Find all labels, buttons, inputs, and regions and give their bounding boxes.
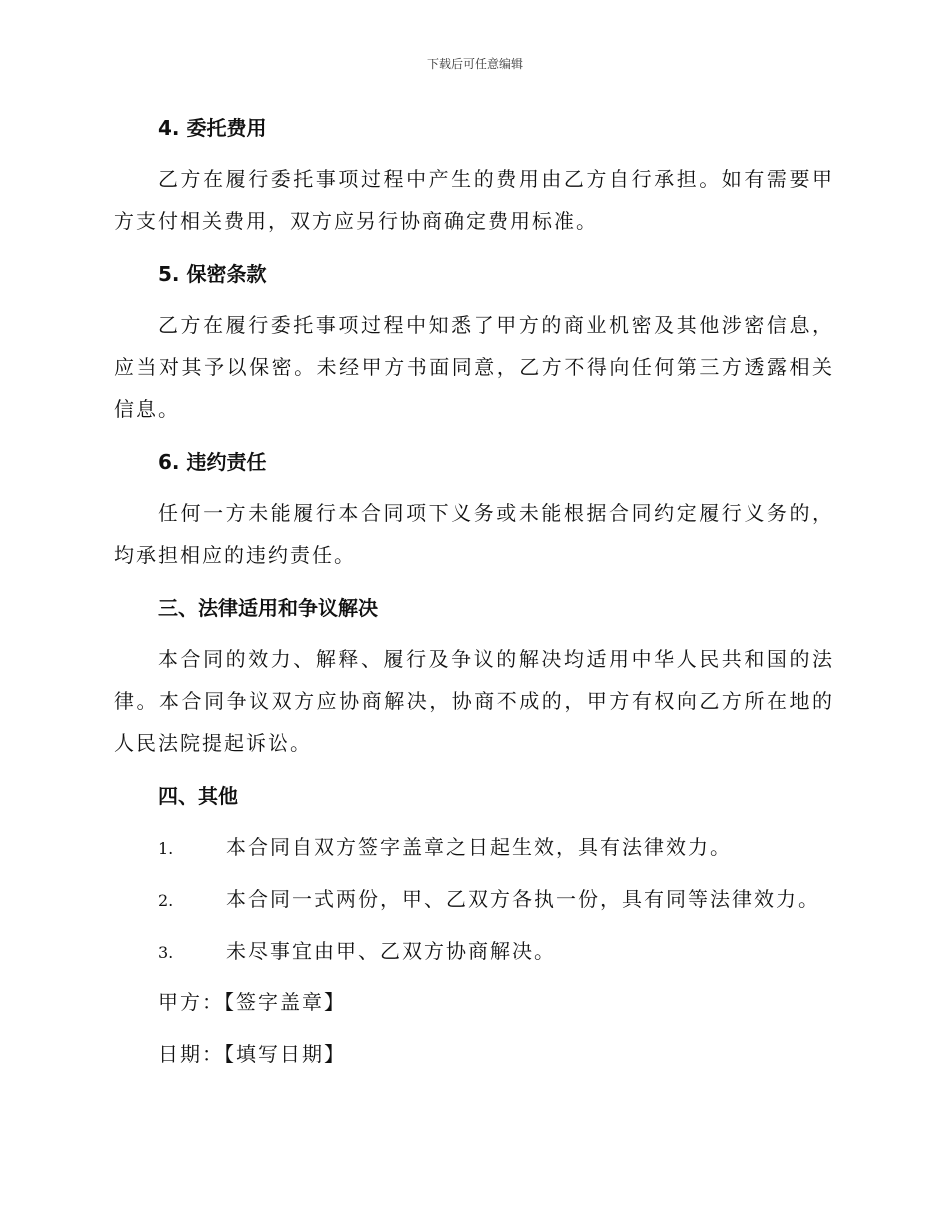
section-body-fees: 乙方在履行委托事项过程中产生的费用由乙方自行承担。如有需要甲方支付相关费用，双方应另行协商确定费用标准。 xyxy=(114,167,834,233)
page-header-note: 下载后可任意编辑 xyxy=(426,57,523,71)
section-body-confidentiality: 乙方在履行委托事项过程中知悉了甲方的商业机密及其他涉密信息，应当对其予以保密。未经甲方书面同意，乙方不得向任何第三方透露相关信息。 xyxy=(114,313,834,421)
section-heading-breach: 6. 违约责任 xyxy=(158,450,267,474)
list-item-number: 2. xyxy=(158,891,174,910)
signature-date: 日期：【填写日期】 xyxy=(158,1042,346,1066)
section-heading-confidentiality: 5. 保密条款 xyxy=(158,262,267,286)
list-item-text: 未尽事宜由甲、乙双方协商解决。 xyxy=(226,939,556,963)
list-item-number: 3. xyxy=(158,943,174,962)
signature-party-a: 甲方：【签字盖章】 xyxy=(158,990,346,1014)
section-heading-other: 四、其他 xyxy=(158,784,238,808)
section-heading-law: 三、法律适用和争议解决 xyxy=(158,596,378,620)
list-item xyxy=(158,885,820,915)
list-item-text: 本合同一式两份，甲、乙双方各执一份，具有同等法律效力。 xyxy=(226,887,820,911)
list-item-text: 本合同自双方签字盖章之日起生效，具有法律效力。 xyxy=(226,835,732,859)
list-item xyxy=(158,937,556,967)
section-heading-fees: 4. 委托费用 xyxy=(158,116,267,140)
section-body-law: 本合同的效力、解释、履行及争议的解决均适用中华人民共和国的法律。本合同争议双方应协商解决，协商不成的，甲方有权向乙方所在地的人民法院提起诉讼。 xyxy=(114,647,834,755)
list-item-number: 1. xyxy=(158,839,174,858)
section-body-breach: 任何一方未能履行本合同项下义务或未能根据合同约定履行义务的，均承担相应的违约责任。 xyxy=(114,501,834,567)
list-item xyxy=(158,833,732,863)
